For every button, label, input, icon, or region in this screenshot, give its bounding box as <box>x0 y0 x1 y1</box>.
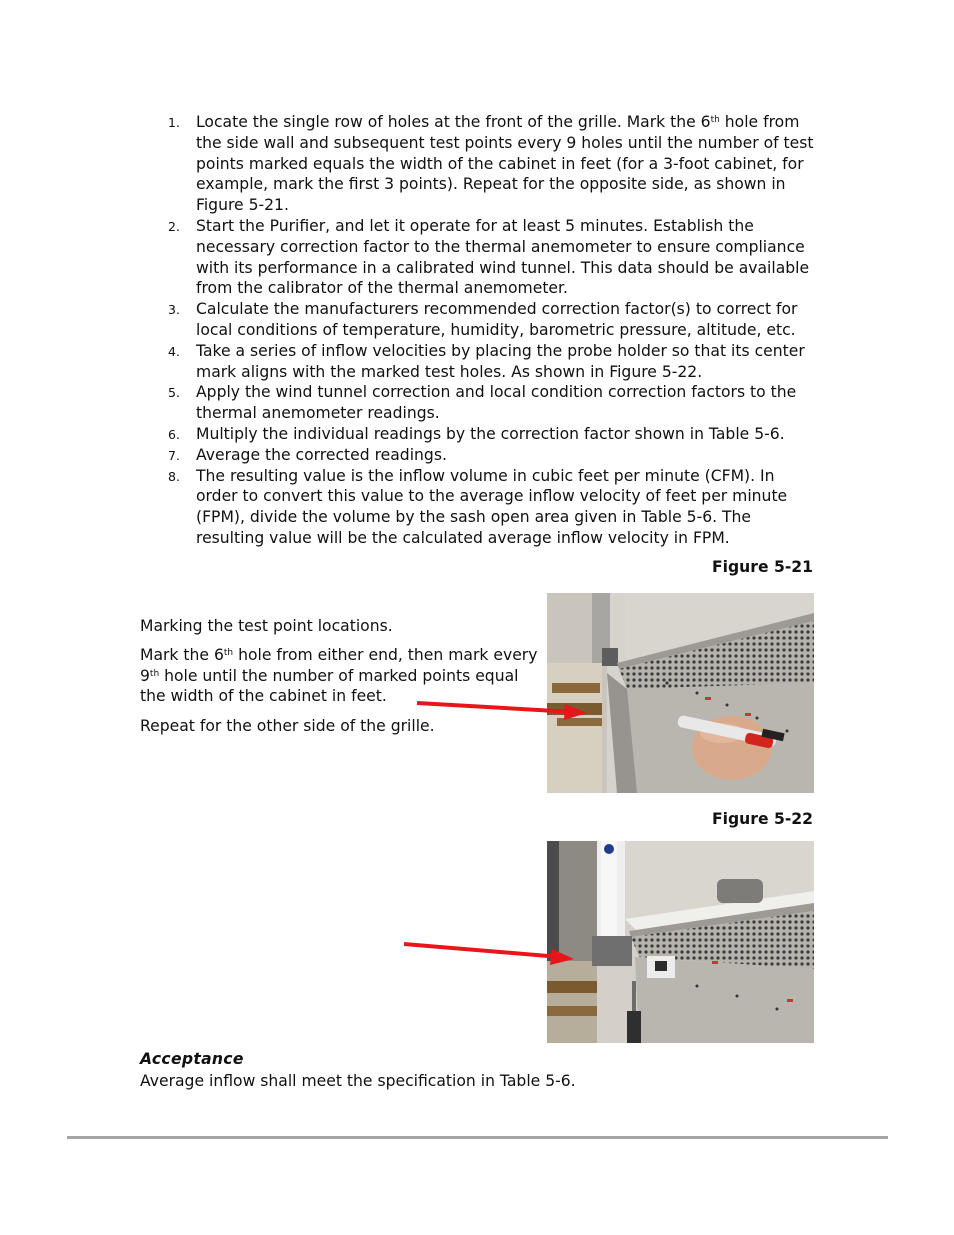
step-number: 8. <box>168 468 180 484</box>
figure-5-21-description <box>140 616 540 745</box>
step-text: Calculate the manufacturers recommended correction factor(s) to correct for local conditions of temperature, humidity, barometric pressure, altitude, etc. <box>196 300 798 339</box>
step-item <box>160 341 820 383</box>
acceptance-heading: Acceptance <box>140 1050 244 1068</box>
description-line: Marking the test point locations. <box>140 617 393 635</box>
step-item <box>160 466 820 549</box>
step-text: Start the Purifier, and let it operate for at least 5 minutes. Establish the necessary correction factor to the thermal anemometer to ensure compliance with its performance in a calibrated wind tunnel. This data should be available from the calibrator of the thermal anemometer. <box>196 216 810 298</box>
step-text: Multiply the individual readings by the correction factor shown in Table 5-6. <box>196 424 785 443</box>
pointer-arrow-icon <box>402 938 577 968</box>
step-text: Locate the single row of holes at the front of the grille. Mark the 6 <box>196 113 711 131</box>
step-text: Apply the wind tunnel correction and local condition correction factors to the thermal anemometer readings. <box>196 383 797 423</box>
step-item <box>160 112 820 216</box>
description-line: Mark the 6th hole from either end, then mark every 9th hole until the number of marked points equal the width of the cabinet in feet. <box>140 646 538 706</box>
superscript: th <box>710 115 720 125</box>
figure-5-21-photo <box>547 593 814 793</box>
step-number: 7. <box>168 447 180 463</box>
step-item <box>160 382 820 424</box>
step-number: 5. <box>168 385 180 401</box>
figure-5-22-photo <box>547 841 814 1043</box>
step-number: 2. <box>168 218 180 234</box>
step-text: The resulting value is the inflow volume in cubic feet per minute (CFM). In order to convert this value to the average inflow velocity of feet per minute (FPM), divide the volume by the sash open area given in Table 5-6. The resulting value will be the calculated average inflow velocity in FPM. <box>196 466 788 547</box>
step-number: 6. <box>168 426 180 442</box>
figure-5-21-caption: Figure 5-21 <box>712 558 813 576</box>
step-item <box>160 424 820 445</box>
step-number: 1. <box>168 115 180 130</box>
figure-5-22-caption: Figure 5-22 <box>712 810 813 828</box>
step-number: 3. <box>168 302 180 318</box>
description-line: Repeat for the other side of the grille. <box>140 716 435 735</box>
step-text: Take a series of inflow velocities by placing the probe holder so that its center mark aligns with the marked test holes. As shown in Figure 5-22. <box>196 341 805 381</box>
step-text: Average the corrected readings. <box>196 445 447 464</box>
step-text: hole from the side wall and subsequent test points every 9 holes until the number of test points marked equals the width of the cabinet in feet (for a 3-foot cabinet, for example, mark the first 3 points). Repeat for the opposite side, as shown in Figure 5-21. <box>196 113 814 215</box>
step-number: 4. <box>168 343 180 359</box>
footer-rule <box>67 1136 888 1139</box>
step-item <box>160 299 820 341</box>
procedure-steps <box>160 112 820 549</box>
acceptance-body: Average inflow shall meet the specification in Table 5-6. <box>140 1072 576 1090</box>
step-item <box>160 445 820 466</box>
pointer-arrow-icon <box>415 696 590 722</box>
step-item <box>160 216 820 299</box>
